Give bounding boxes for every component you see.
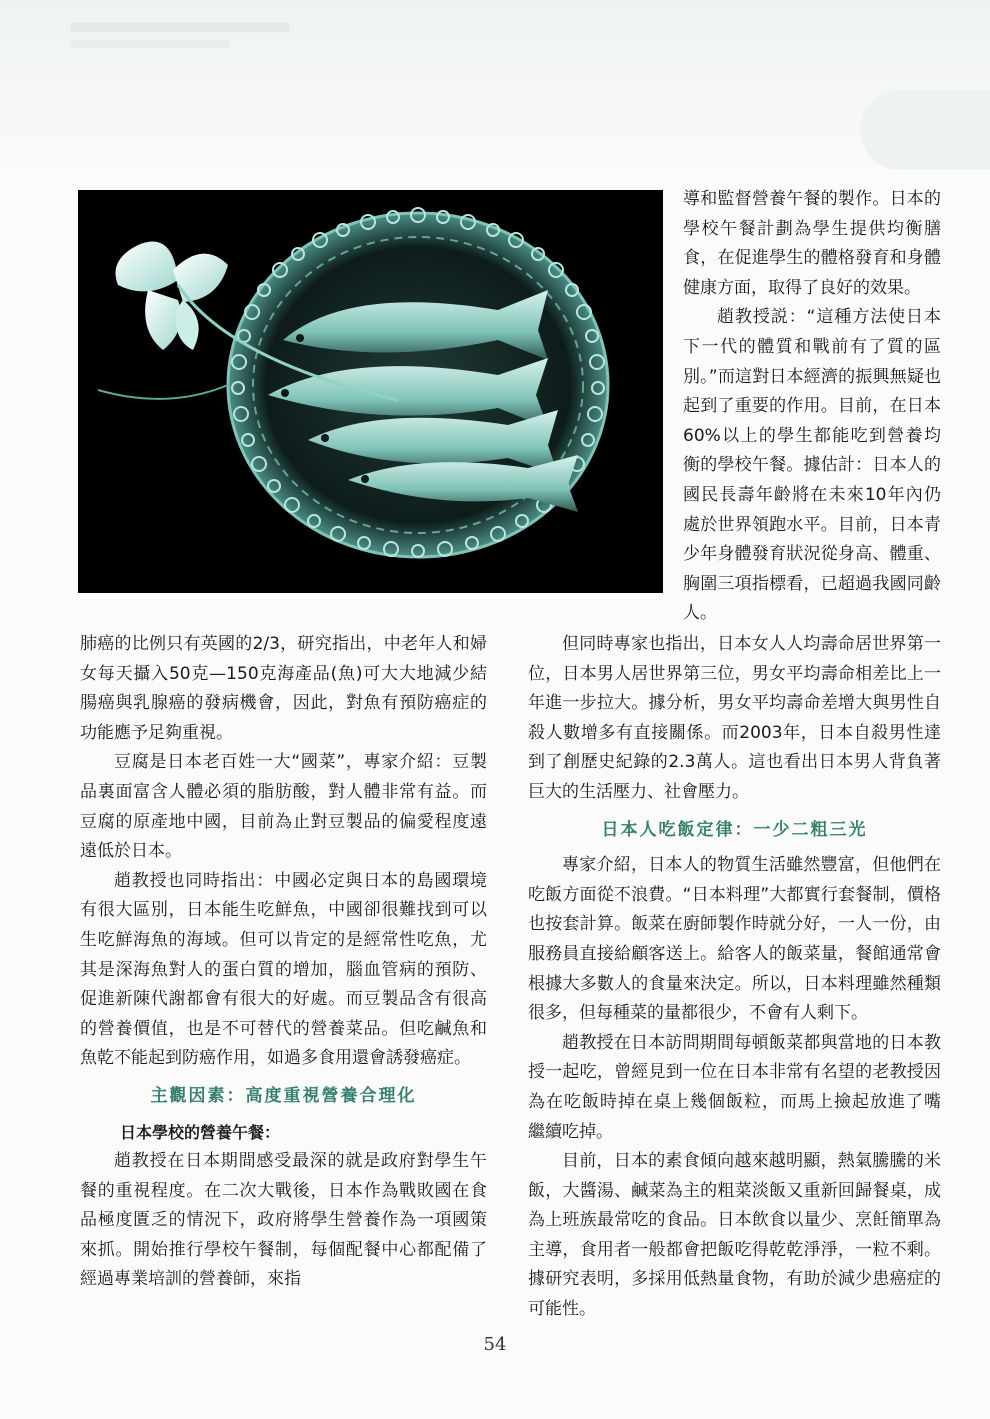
section-heading: 日本人吃飯定律：一少二粗三光 bbox=[601, 819, 868, 840]
paragraph: 專家介紹，日本人的物質生活雖然豐富，但他們在吃飯方面從不浪費。“日本料理”大都實行套餐制，價格也按套計算。飯菜在廚師製作時就分好，一人一份，由服務員直接給顧客送上。給客人的飯菜量，餐館通常會根據大多數人的食量來決定。所以，日本料理雖然種類很多，但每種菜的量都很少，不會有人剩下。 bbox=[528, 855, 941, 1024]
right-column-top bbox=[683, 185, 941, 629]
right-column bbox=[528, 630, 958, 1325]
paragraph: 肺癌的比例只有英國的2/3，研究指出，中老年人和婦女每天攝入50克—150克海產品(魚)可大大地減少結腸癌與乳腺癌的發病機會，因此，對魚有預防癌症的功能應予足夠重視。 bbox=[80, 634, 487, 743]
paragraph: 豆腐是日本老百姓一大“國菜”，專家介紹：豆製品裏面富含人體必須的脂肪酸，對人體非常有益。而豆腐的原產地中國，目前為止對豆製品的偏愛程度遠遠低於日本。 bbox=[80, 752, 487, 862]
paragraph: 但同時專家也指出，日本女人人均壽命居世界第一位，日本男人居世界第三位，男女平均壽命相差比上一年進一步拉大。據分析，男女平均壽命差增大與男性自殺人數增多有直接關係。而2003年，日本自殺男性達到了創歷史紀錄的2.3萬人。這也看出日本男人背負著巨大的生活壓力、社會壓力。 bbox=[528, 634, 941, 802]
fish-plate-photo bbox=[78, 190, 663, 593]
header-corner-decoration bbox=[860, 90, 990, 170]
header-faded-bar bbox=[70, 22, 290, 32]
section-heading: 主觀因素：高度重視營養合理化 bbox=[150, 1085, 417, 1106]
paragraph: 目前，日本的素食傾向越來越明顯，熱氣騰騰的米飯，大醬湯、鹹菜為主的粗菜淡飯又重新回歸餐桌，成為上班族最常吃的食品。日本飲食以量少、烹飪簡單為主導，食用者一般都會把飯吃得乾乾淨淨，一粒不剩。據研究表明，多採用低熱量食物，有助於減少患癌症的可能性。 bbox=[528, 1151, 941, 1320]
paragraph: 趙教授在日本期間感受最深的就是政府對學生午餐的重視程度。在二次大戰後，日本作為戰敗國在食品極度匱乏的情況下，政府將學生營養作為一項國策來抓。開始推行學校午餐制，每個配餐中心都配備了經過專業培訓的營養師，來指 bbox=[80, 1151, 487, 1290]
left-column bbox=[80, 630, 487, 1295]
paragraph: 趙教授説：“這種方法使日本下一代的體質和戰前有了質的區別。”而這對日本經濟的振興無疑也起到了重要的作用。目前，在日本60%以上的學生都能吃到營養均衡的學校午餐。據估計：日本人的國民長壽年齡將在未來10年內仍處於世界領跑水平。目前，日本青少年身體發育狀況從身高、體重、胸圍三項指標看，已超過我國同齡人。 bbox=[683, 307, 941, 624]
fish-plate-illustration bbox=[78, 190, 663, 593]
paragraph: 趙教授在日本訪問期間每頓飯菜都與當地的日本教授一起吃，曾經見到一位在日本非常有名望的老教授因為在吃飯時掉在桌上幾個飯粒，而馬上撿起放進了嘴 繼續吃掉。 bbox=[528, 1032, 958, 1142]
page-number: 54 bbox=[483, 1334, 507, 1355]
paragraph: 導和監督營養午餐的製作。日本的學校午餐計劃為學生提供均衡膳食，在促進學生的體格發育和身體健康方面，取得了良好的效果。 bbox=[683, 189, 941, 298]
header-faded-bar-2 bbox=[70, 40, 230, 48]
paragraph: 趙教授也同時指出：中國必定與日本的島國環境有很大區別，日本能生吃鮮魚，中國卻很難找到可以生吃鮮海魚的海域。但可以肯定的是經常性吃魚，尤其是深海魚對人的蛋白質的增加，腦血管病的預防、促進新陳代謝都會有很大的好處。而豆製品含有很高的營養價值，也是不可替代的營養菜品。但吃鹹魚和魚乾不能起到防癌作用，如過多食用還會誘發癌症。 bbox=[80, 870, 487, 1069]
sub-heading: 日本學校的營養午餐： bbox=[120, 1122, 281, 1142]
